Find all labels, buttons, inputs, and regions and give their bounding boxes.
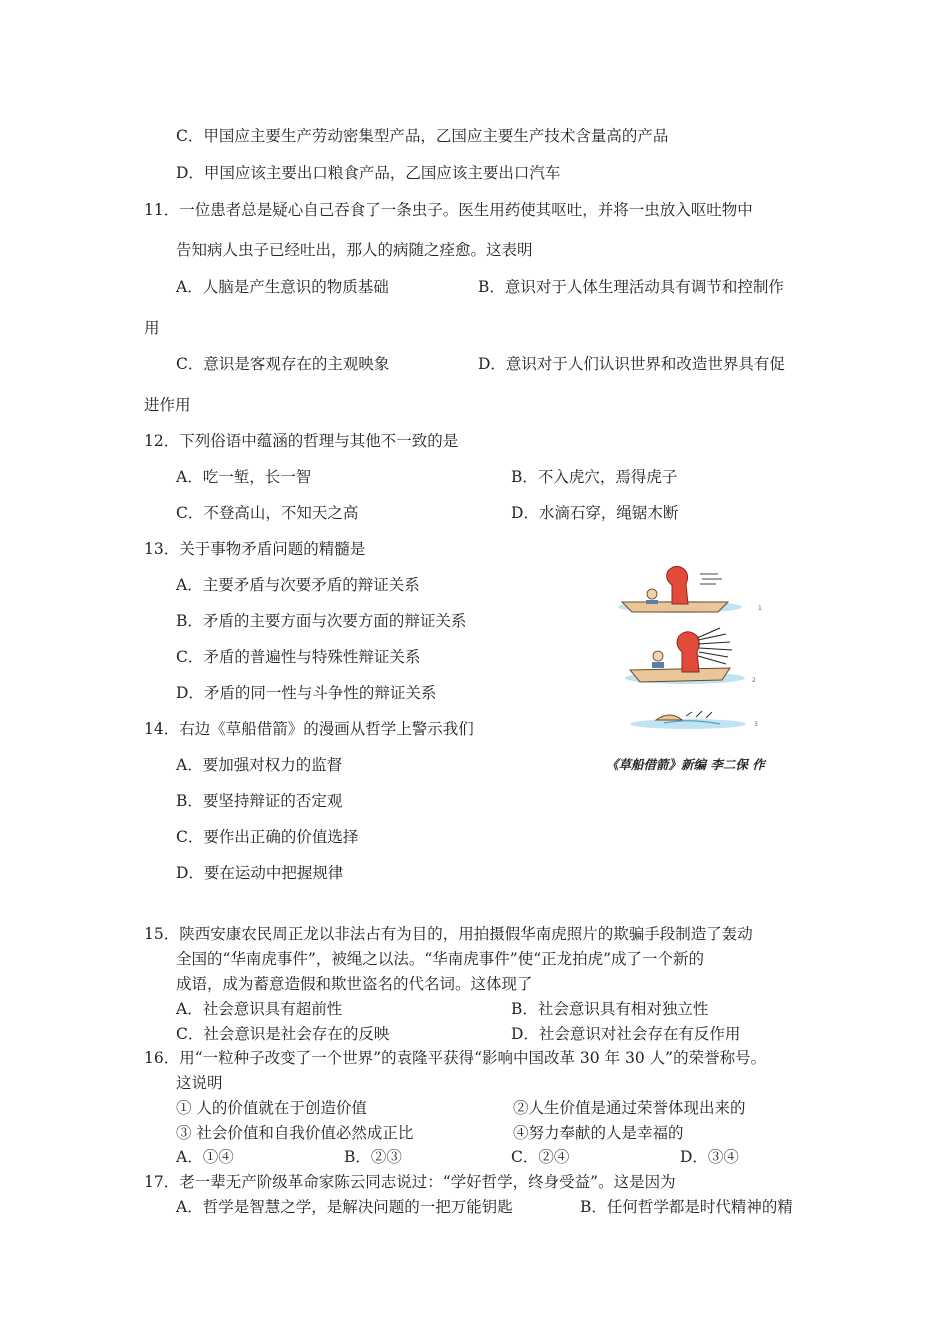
q11-option-d-cont: 进作用 bbox=[144, 396, 191, 414]
cartoon-panel-1 bbox=[618, 566, 762, 613]
q16-option-c: C．②④ bbox=[511, 1148, 570, 1166]
q16-option-d: D．③④ bbox=[680, 1148, 739, 1166]
svg-text:1: 1 bbox=[758, 605, 762, 612]
q13-option-d: D．矛盾的同一性与斗争性的辩证关系 bbox=[176, 684, 437, 702]
q13-stem: 13．关于事物矛盾问题的精髓是 bbox=[144, 540, 366, 558]
q16-option-a: A．①④ bbox=[176, 1148, 234, 1166]
q14-option-b: B．要坚持辩证的否定观 bbox=[176, 792, 343, 810]
q14-option-c: C．要作出正确的价值选择 bbox=[176, 828, 359, 846]
cartoon-caption: 《草船借箭》新编 李二保 作 bbox=[606, 757, 765, 772]
q12-option-c: C．不登高山，不知天之高 bbox=[176, 504, 359, 522]
q14-option-d: D．要在运动中把握规律 bbox=[176, 864, 344, 882]
q16-stem: 16．用“一粒种子改变了一个世界”的袁隆平获得“影响中国改革 30 年 30 人”的荣誉称号。 bbox=[144, 1049, 767, 1067]
q16-stem-cont: 这说明 bbox=[176, 1074, 223, 1092]
svg-text:3: 3 bbox=[754, 721, 758, 728]
q11-option-d: D．意识对于人们认识世界和改造世界具有促 bbox=[478, 355, 785, 373]
cartoon-panel-3 bbox=[630, 711, 758, 729]
q11-option-b: B．意识对于人体生理活动具有调节和控制作 bbox=[478, 278, 784, 296]
q11-option-b-cont: 用 bbox=[144, 319, 160, 337]
q16-option-b: B．②③ bbox=[344, 1148, 402, 1166]
q13-option-c: C．矛盾的普遍性与特殊性辩证关系 bbox=[176, 648, 421, 666]
q12-option-b: B．不入虎穴，焉得虎子 bbox=[511, 468, 678, 486]
q15-option-c: C．社会意识是社会存在的反映 bbox=[176, 1025, 390, 1043]
cartoon-illustration bbox=[600, 560, 830, 775]
q10-option-c: C．甲国应主要生产劳动密集型产品，乙国应主要生产技术含量高的产品 bbox=[176, 127, 669, 145]
q11-stem: 11．一位患者总是疑心自己吞食了一条虫子。医生用药使其呕吐，并将一虫放入呕吐物中 bbox=[144, 201, 753, 219]
svg-text:2: 2 bbox=[752, 677, 756, 684]
q12-stem: 12．下列俗语中蕴涵的哲理与其他不一致的是 bbox=[144, 432, 459, 450]
q15-option-d: D．社会意识对社会存在有反作用 bbox=[511, 1025, 741, 1043]
q15-option-b: B．社会意识具有相对独立性 bbox=[511, 1000, 709, 1018]
q16-statement-3: ③ 社会价值和自我价值必然成正比 bbox=[176, 1124, 414, 1142]
q15-stem-cont-1: 全国的“华南虎事件”，被绳之以法。“华南虎事件”使“正龙拍虎”成了一个新的 bbox=[176, 950, 705, 968]
q16-statement-2: ②人生价值是通过荣誉体现出来的 bbox=[513, 1099, 746, 1117]
q15-stem-cont-2: 成语，成为蓄意造假和欺世盗名的代名词。这体现了 bbox=[176, 975, 533, 993]
q17-option-a: A．哲学是智慧之学，是解决问题的一把万能钥匙 bbox=[176, 1198, 513, 1216]
q14-stem: 14．右边《草船借箭》的漫画从哲学上警示我们 bbox=[144, 720, 474, 738]
q12-option-a: A．吃一堑，长一智 bbox=[176, 468, 312, 486]
q16-statement-1: ① 人的价值就在于创造价值 bbox=[176, 1099, 367, 1117]
q11-stem-cont: 告知病人虫子已经吐出，那人的病随之痊愈。这表明 bbox=[176, 241, 533, 259]
q15-option-a: A．社会意识具有超前性 bbox=[176, 1000, 343, 1018]
cartoon-panel-2 bbox=[625, 628, 756, 684]
q15-stem: 15．陕西安康农民周正龙以非法占有为目的，用拍摄假华南虎照片的欺骗手段制造了轰动 bbox=[144, 925, 753, 943]
q12-option-d: D．水滴石穿，绳锯木断 bbox=[511, 504, 679, 522]
q10-option-d: D．甲国应该主要出口粮食产品，乙国应该主要出口汽车 bbox=[176, 164, 561, 182]
q14-option-a: A．要加强对权力的监督 bbox=[176, 756, 343, 774]
q13-option-a: A．主要矛盾与次要矛盾的辩证关系 bbox=[176, 576, 420, 594]
q16-statement-4: ④努力奉献的人是幸福的 bbox=[513, 1124, 684, 1142]
q17-stem: 17．老一辈无产阶级革命家陈云同志说过：“学好哲学，终身受益”。这是因为 bbox=[144, 1173, 676, 1191]
q11-option-a: A．人脑是产生意识的物质基础 bbox=[176, 278, 389, 296]
q17-option-b: B．任何哲学都是时代精神的精 bbox=[580, 1198, 793, 1216]
q11-option-c: C．意识是客观存在的主观映象 bbox=[176, 355, 390, 373]
q13-option-b: B．矛盾的主要方面与次要方面的辩证关系 bbox=[176, 612, 467, 630]
